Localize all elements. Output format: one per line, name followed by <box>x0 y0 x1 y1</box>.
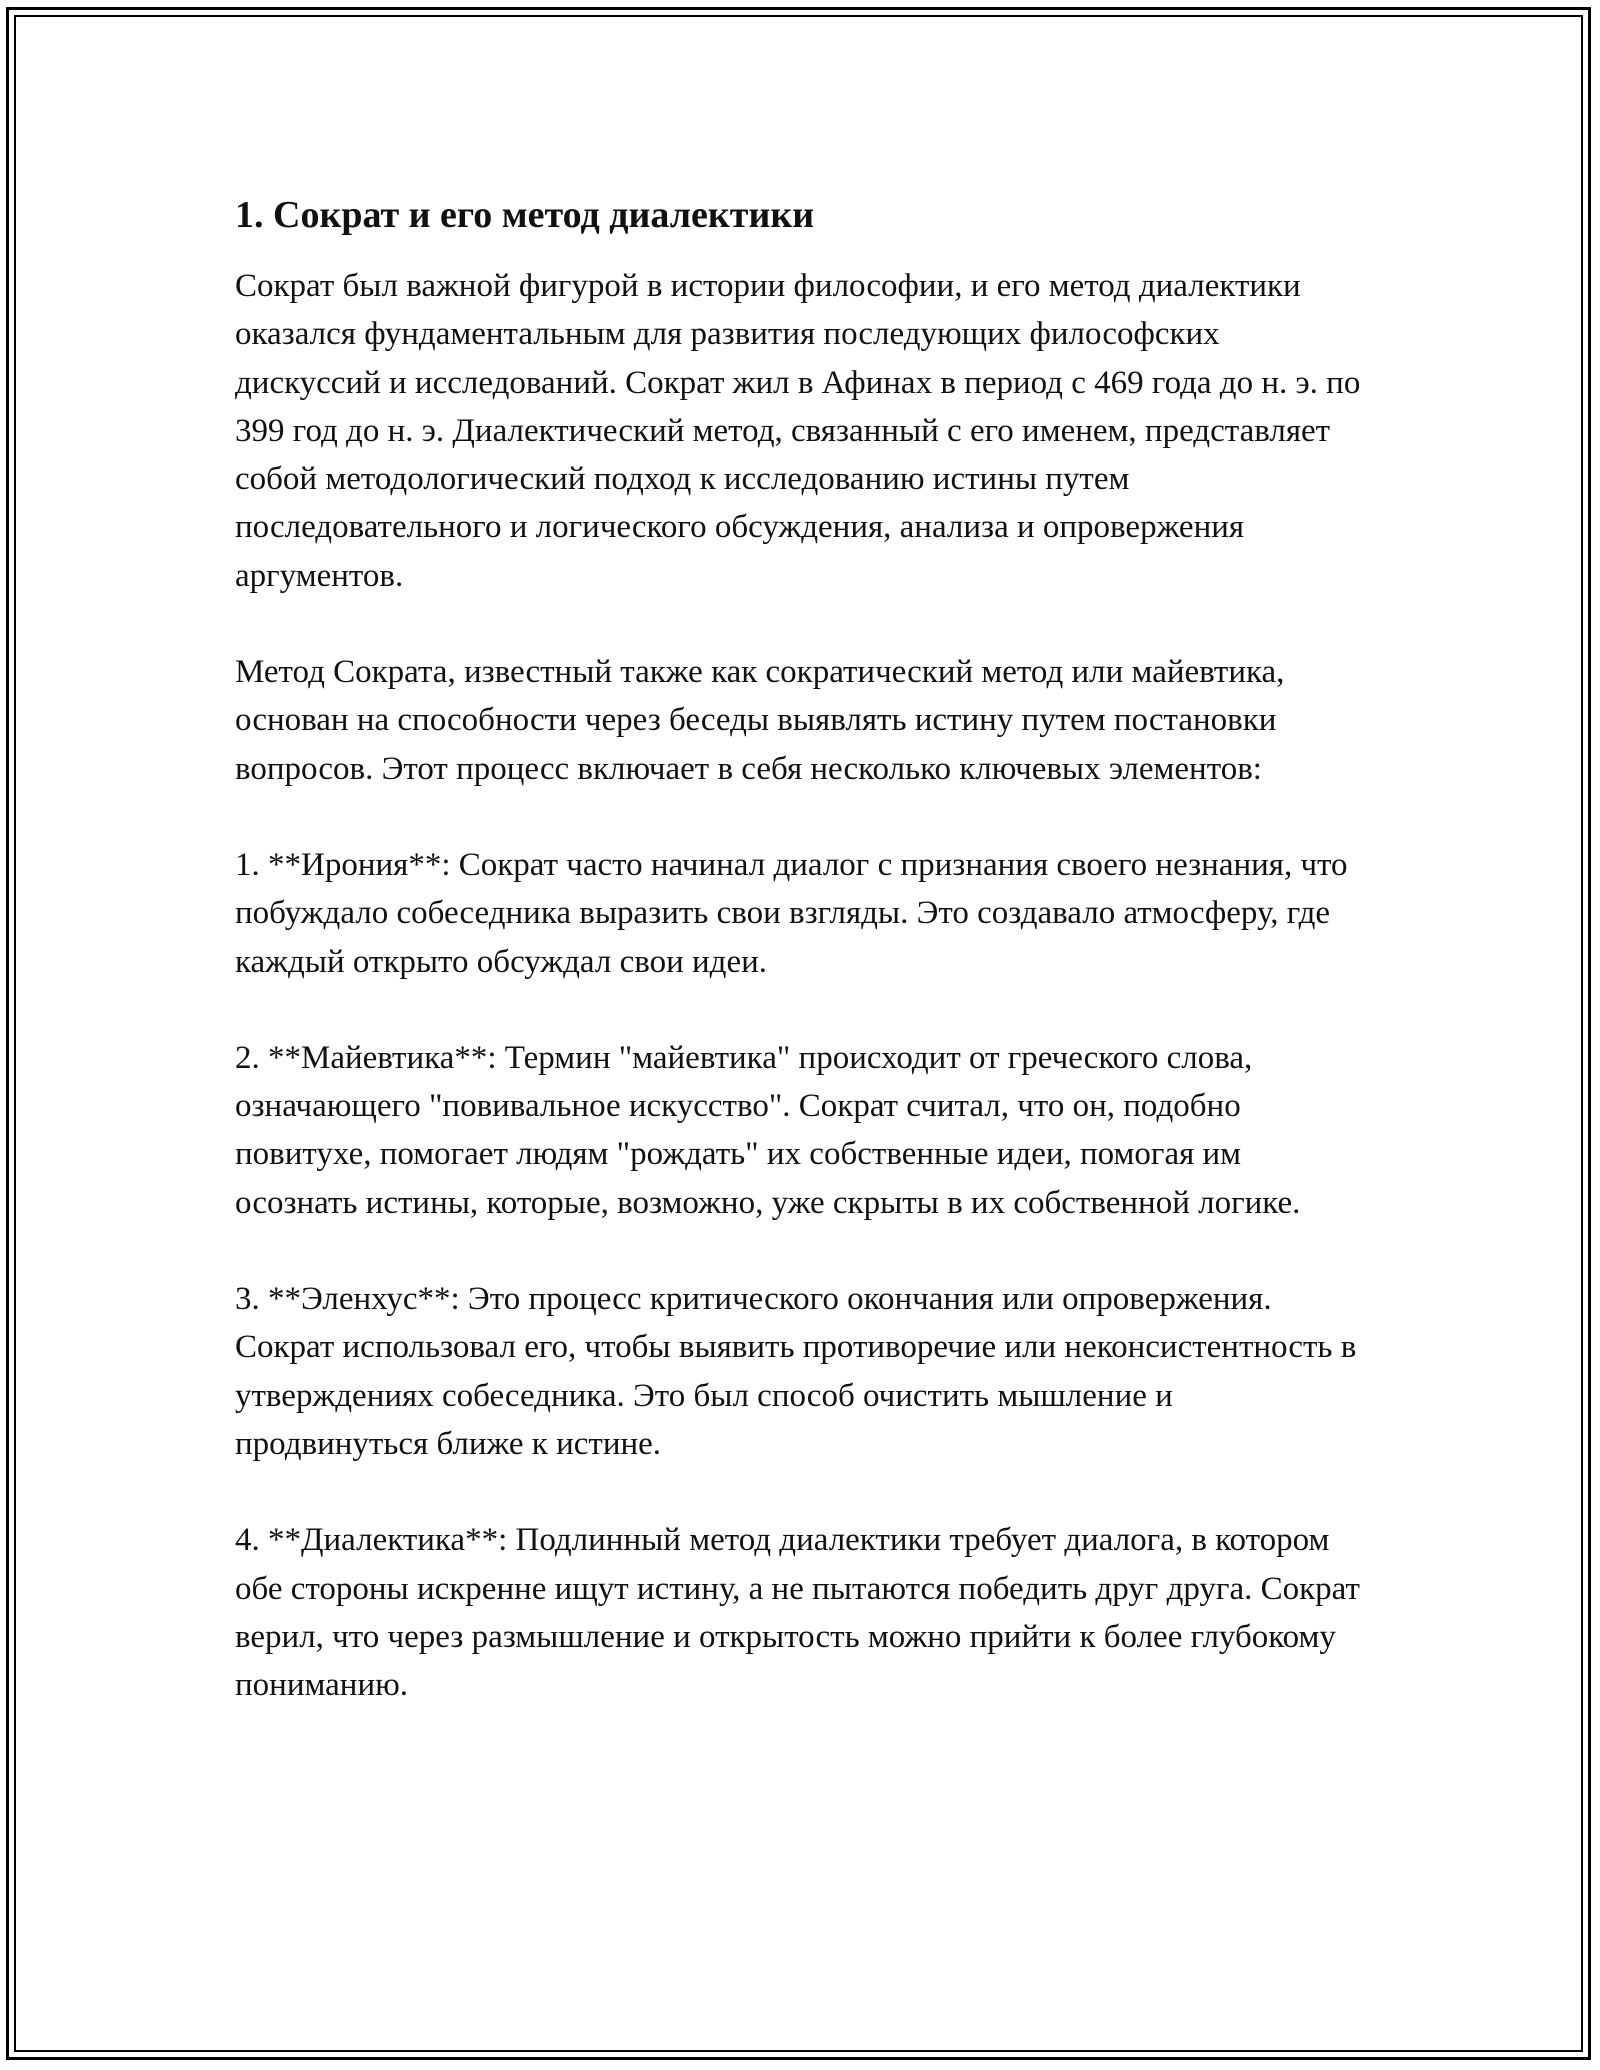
method-paragraph: Метод Сократа, известный также как сократический метод или майевтика, основан на способности через беседы выявлять истину путем постановки вопросов. Этот процесс включает в себя несколько ключевых элементов: <box>235 654 1285 787</box>
section-heading: 1. Сократ и его метод диалектики <box>235 194 815 236</box>
list-item-dialectic: 4. **Диалектика**: Подлинный метод диалектики требует диалога, в котором обе стороны искренне ищут истину, а не пытаются победить друг друга. Сократ верил, что через размышление и открытость можно прийти к более глубокому пониманию. <box>235 1522 1360 1704</box>
document-body <box>235 186 1365 1709</box>
list-item-irony: 1. **Ирония**: Сократ часто начинал диалог с признания своего незнания, что побуждало собеседника выразить свои взгляды. Это создавало атмосферу, где каждый открыто обсуждал свои идеи. <box>235 846 1348 980</box>
list-item-maieutics: 2. **Майевтика**: Термин "майевтика" происходит от греческого слова, означающего "повивальное искусство". Сократ считал, что он, подобно повитухе, помогает людям "рождать" их собственные идеи, помогая им осознать истины, которые, возможно, уже скрыты в их собственной логике. <box>235 1039 1301 1221</box>
list-item-elenchus: 3. **Эленхус**: Это процесс критического окончания или опровержения. Сократ использовал его, чтобы выявить противоречие или неконсистентность в утверждениях собеседника. Это был способ очистить мышление и продвинуться ближе к истине. <box>235 1281 1357 1462</box>
intro-paragraph: Сократ был важной фигурой в истории философии, и его метод диалектики оказался фундаментальным для развития последующих философских дискуссий и исследований. Сократ жил в Афинах в период с 469 года до н. э. по 399 год до н. э. Диалектический метод, связанный с его именем, представляет собой методологический подход к исследованию истины путем последовательного и логического обсуждения, анализа и опровержения аргументов. <box>235 268 1361 594</box>
